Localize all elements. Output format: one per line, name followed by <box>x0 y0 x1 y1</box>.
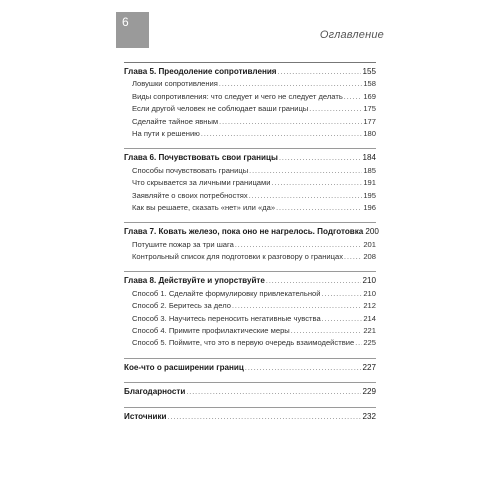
toc-entry-title: Способ 1. Сделайте формулировку привлекательной <box>132 288 321 298</box>
toc-group-chapter-6 <box>124 148 376 214</box>
toc-entry-title: Способ 3. Научитесь переносить негативные чувства <box>132 313 321 323</box>
toc-leader-dots <box>344 252 362 264</box>
toc-entry-page: 208 <box>363 252 376 262</box>
toc-entry-page: 175 <box>363 104 376 114</box>
toc-entry-title: Глава 8. Действуйте и упорствуйте <box>124 276 265 286</box>
toc-chapter-entry <box>124 411 376 423</box>
toc-entry-title: Заявляйте о своих потребностях <box>132 190 248 200</box>
toc-entry-title: Если другой человек не соблюдает ваши границы <box>132 104 309 114</box>
toc-entry-title: Способ 2. Беритесь за дело <box>132 301 231 311</box>
toc-chapter-entry <box>124 66 376 78</box>
toc-entry-page: 227 <box>362 362 376 372</box>
toc-leader-dots <box>355 338 362 350</box>
toc-group-sources <box>124 407 376 423</box>
toc-section-entry <box>124 103 376 115</box>
toc-entry-page: 212 <box>363 301 376 311</box>
toc-group-chapter-8 <box>124 271 376 349</box>
page-number-tab <box>116 12 149 48</box>
toc-leader-dots <box>219 117 362 129</box>
toc-group-expanding-boundaries <box>124 358 376 374</box>
toc-leader-dots <box>272 178 363 190</box>
toc-leader-dots <box>309 104 362 116</box>
toc-group-acknowledgements <box>124 382 376 398</box>
toc-leader-dots <box>321 289 362 301</box>
toc-entry-page: 232 <box>362 411 376 421</box>
toc-entry-title: Глава 7. Ковать железо, пока оно не нагрелось. Подготовка <box>124 227 364 237</box>
toc-group-chapter-7 <box>124 222 379 263</box>
page-number: 6 <box>122 15 129 29</box>
toc-entry-page: 158 <box>363 79 376 89</box>
toc-section-entry <box>124 202 376 214</box>
toc-entry-title: Источники <box>124 411 167 421</box>
toc-entry-page: 177 <box>363 116 376 126</box>
toc-section-entry <box>124 177 376 189</box>
toc-entry-page: 195 <box>363 190 376 200</box>
toc-entry-title: Виды сопротивления: что следует и чего не следует делать <box>132 91 343 101</box>
toc-section-entry <box>124 313 376 325</box>
running-title: Оглавление <box>319 29 384 41</box>
toc-entry-page: 191 <box>363 178 376 188</box>
toc-entry-page: 184 <box>362 153 376 163</box>
toc-entry-title: Контрольный список для подготовки к разговору о границах <box>132 252 344 262</box>
toc-entry-title: Ловушки сопротивления <box>132 79 218 89</box>
toc-entry-page: 180 <box>363 128 376 138</box>
toc-leader-dots <box>201 129 362 141</box>
toc-entry-title: Сделайте тайное явным <box>132 116 219 126</box>
toc-entry-title: Способ 5. Поймите, что это в первую очередь взаимодействие <box>132 338 355 348</box>
toc-section-entry <box>124 300 376 312</box>
toc-entry-page: 225 <box>363 338 376 348</box>
toc-entry-title: Способы почувствовать границы <box>132 165 249 175</box>
toc-section-entry <box>124 325 376 337</box>
toc-entry-page: 214 <box>363 313 376 323</box>
toc-section-entry <box>124 78 376 90</box>
toc-entry-title: Благодарности <box>124 387 186 397</box>
toc-entry-page: 155 <box>362 67 376 76</box>
toc-section-entry <box>124 91 376 103</box>
toc-entry-title: На пути к решению <box>132 128 200 138</box>
toc-chapter-entry <box>124 226 379 238</box>
toc-entry-title: Что скрывается за личными границами <box>132 178 271 188</box>
toc-section-entry <box>124 128 376 140</box>
toc-section-entry <box>124 239 376 251</box>
toc-section-entry <box>124 337 376 349</box>
toc-entry-page: 210 <box>362 276 376 286</box>
toc-entry-title: Как вы решаете, сказать «нет» или «да» <box>132 202 276 212</box>
toc-chapter-entry <box>124 152 376 164</box>
toc-entry-page: 229 <box>362 387 376 397</box>
toc-leader-dots <box>322 314 363 326</box>
toc-leader-dots <box>279 153 362 165</box>
toc-leader-dots <box>276 203 362 215</box>
toc-chapter-entry <box>124 275 376 287</box>
toc-leader-dots <box>245 363 362 375</box>
toc-section-entry <box>124 190 376 202</box>
toc-entry-page: 210 <box>363 288 376 298</box>
toc-section-entry <box>124 165 376 177</box>
toc-entry-title: Глава 5. Преодоление сопротивления <box>124 67 277 76</box>
toc-leader-dots <box>344 92 363 104</box>
toc-chapter-entry <box>124 362 376 374</box>
toc-leader-dots <box>168 412 362 424</box>
toc-group-chapter-5 <box>124 62 376 140</box>
toc-entry-title: Способ 4. Примите профилактические меры <box>132 326 290 336</box>
toc-entry-page: 201 <box>363 239 376 249</box>
table-of-contents <box>124 62 379 431</box>
toc-leader-dots <box>186 387 361 399</box>
toc-entry-page: 196 <box>363 202 376 212</box>
toc-entry-page: 169 <box>363 91 376 101</box>
toc-chapter-entry <box>124 386 376 398</box>
toc-entry-page: 200 <box>365 227 379 237</box>
toc-section-entry <box>124 116 376 128</box>
toc-entry-page: 221 <box>363 326 376 336</box>
toc-leader-dots <box>278 67 362 79</box>
toc-entry-title: Потушите пожар за три шага <box>132 239 234 249</box>
toc-section-entry <box>124 251 376 263</box>
toc-section-entry <box>124 288 376 300</box>
toc-entry-page: 185 <box>363 165 376 175</box>
toc-entry-title: Глава 6. Почувствовать свои границы <box>124 153 278 163</box>
toc-entry-title: Кое-что о расширении границ <box>124 362 244 372</box>
